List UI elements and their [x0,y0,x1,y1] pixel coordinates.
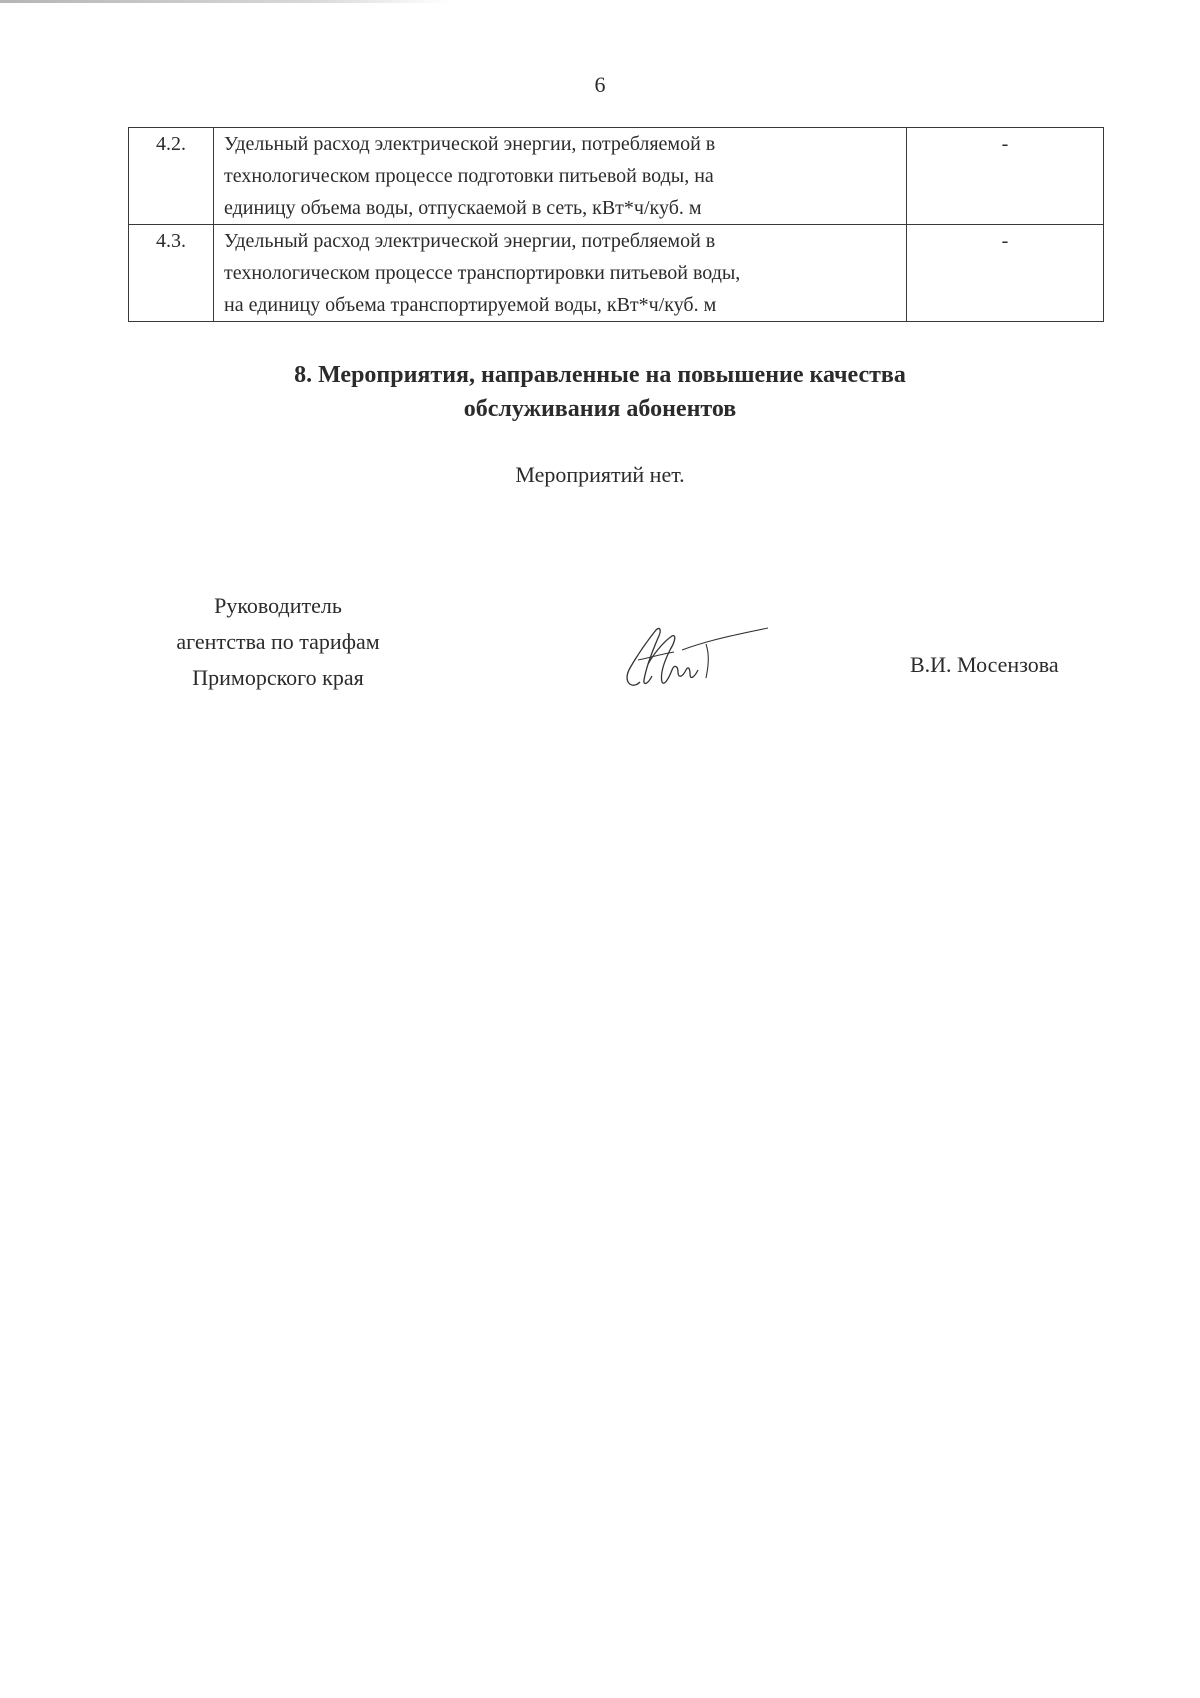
scan-edge [0,0,450,3]
description-line: технологическом процессе транспортировки питьевой воды, [224,262,741,284]
description-line: Удельный расход электрической энергии, потребляемой в [224,230,716,252]
signer-position-line: агентства по тарифам [176,629,380,654]
row-value: - [907,128,1104,225]
signer-name: В.И. Мосензова [910,652,1059,677]
page-number: 6 [594,72,606,97]
indicators-table [128,127,1104,322]
row-number: 4.3. [129,225,214,322]
row-description [214,225,907,322]
table-row [129,225,1104,322]
description-line: на единицу объема транспортируемой воды, кВт*ч/куб. м [224,294,717,316]
description-line: технологическом процессе подготовки питьевой воды, на [224,165,714,187]
signer-position-line: Приморского края [192,665,364,690]
signer-position-line: Руководитель [214,593,342,618]
table-row [129,128,1104,225]
description-line: единицу объема воды, отпускаемой в сеть, кВт*ч/куб. м [224,197,702,219]
row-description [214,128,907,225]
signer-position [128,588,428,696]
description-line: Удельный расход электрической энергии, потребляемой в [224,133,716,155]
section-title-line: обслуживания абонентов [463,396,737,422]
row-number: 4.2. [129,128,214,225]
section-body: Мероприятий нет. [515,462,685,487]
handwritten-signature [618,620,778,700]
section-title [0,358,1200,426]
section-title-line: 8. Мероприятия, направленные на повышение качества [294,362,906,388]
row-value: - [907,225,1104,322]
